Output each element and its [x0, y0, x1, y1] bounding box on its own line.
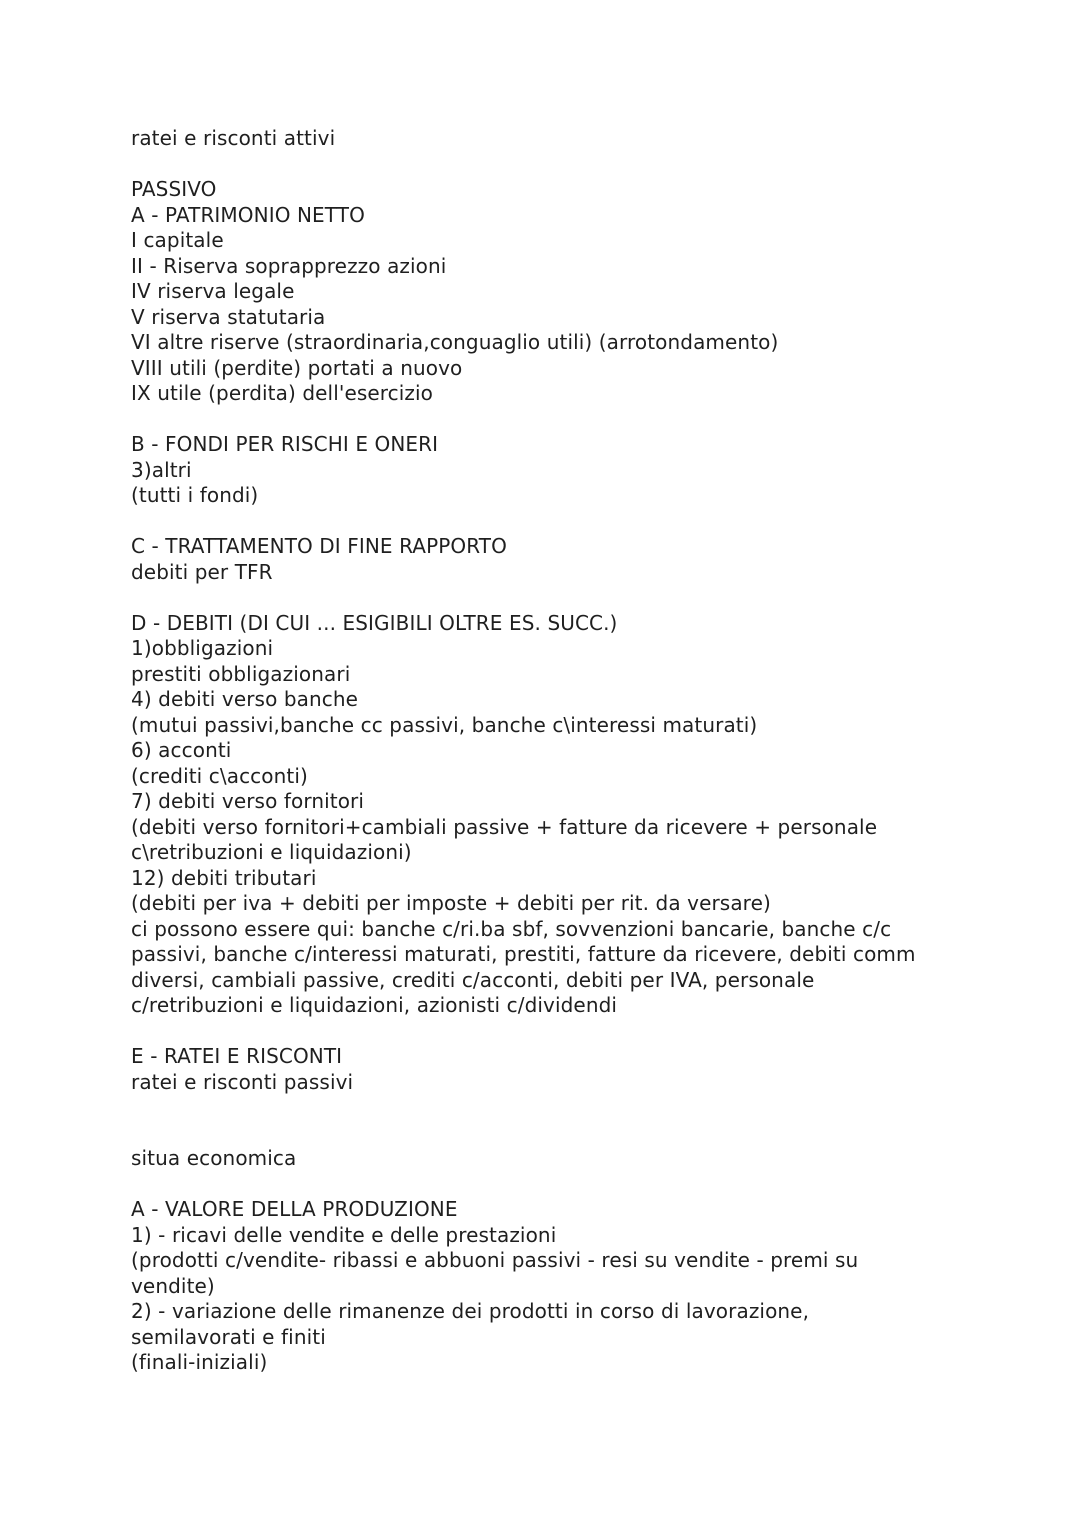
- subsection-heading-fondi: B - FONDI PER RISCHI E ONERI: [131, 432, 439, 456]
- text-line: passivi, banche c/interessi maturati, prestiti, fatture da ricevere, debiti comm: [131, 942, 916, 966]
- text-line: V riserva statutaria: [131, 304, 326, 329]
- text-line: prestiti obbligazionari: [131, 661, 351, 686]
- text-line: 2) - variazione delle rimanenze dei prodotti in corso di lavorazione,: [131, 1299, 810, 1323]
- text-line: 1) - ricavi delle vendite e delle prestazioni: [131, 1222, 557, 1247]
- spacer: [131, 509, 1031, 535]
- spacer: [131, 1172, 1031, 1198]
- text-line: 12) debiti tributari: [131, 865, 317, 890]
- text-line: I capitale: [131, 228, 224, 252]
- document-page: [131, 126, 1031, 1376]
- text-line: (debiti verso fornitori+cambiali passive + fatture da ricevere + personale: [131, 814, 878, 839]
- section-heading-passivo: PASSIVO: [131, 177, 217, 201]
- text-line: 6) acconti: [131, 738, 232, 762]
- text-line: 7) debiti verso fornitori: [131, 789, 365, 813]
- text-line: 1)obbligazioni: [131, 636, 274, 660]
- text-line: debiti per TFR: [131, 559, 273, 584]
- spacer: [131, 1095, 1031, 1146]
- text-line: IX utile (perdita) dell'esercizio: [131, 381, 434, 405]
- text-line: c/retribuzioni e liquidazioni, azionisti c/dividendi: [131, 993, 618, 1017]
- text-line: semilavorati e finiti: [131, 1324, 326, 1349]
- text-line: ratei e risconti attivi: [131, 126, 336, 150]
- text-line: (mutui passivi,banche cc passivi, banche c\interessi maturati): [131, 712, 758, 737]
- text-line: VI altre riserve (straordinaria,conguaglio utili) (arrotondamento): [131, 330, 779, 354]
- subsection-heading-debiti: D - DEBITI (DI CUI ... ESIGIBILI OLTRE ES. SUCC.): [131, 610, 618, 635]
- text-line: 3)altri: [131, 457, 192, 482]
- text-line: VIII utili (perdite) portati a nuovo: [131, 355, 463, 380]
- section-heading-situa-economica: situa economica: [131, 1146, 297, 1170]
- text-line: 4) debiti verso banche: [131, 687, 359, 711]
- subsection-heading-patrimonio-netto: A - PATRIMONIO NETTO: [131, 202, 365, 227]
- text-line: c\retribuzioni e liquidazioni): [131, 840, 412, 864]
- spacer: [131, 585, 1031, 611]
- text-line: (tutti i fondi): [131, 483, 259, 507]
- text-line: (crediti c\acconti): [131, 763, 308, 788]
- text-line: vendite): [131, 1273, 215, 1298]
- text-line: (debiti per iva + debiti per imposte + debiti per rit. da versare): [131, 891, 771, 915]
- text-line: diversi, cambiali passive, crediti c/acconti, debiti per IVA, personale: [131, 967, 815, 992]
- spacer: [131, 1019, 1031, 1045]
- text-line: ci possono essere qui: banche c/ri.ba sbf, sovvenzioni bancarie, banche c/c: [131, 916, 892, 941]
- subsection-heading-valore-produzione: A - VALORE DELLA PRODUZIONE: [131, 1197, 458, 1221]
- text-line: (prodotti c/vendite- ribassi e abbuoni passivi - resi su vendite - premi su: [131, 1248, 859, 1272]
- text-line: ratei e risconti passivi: [131, 1069, 354, 1094]
- spacer: [131, 152, 1031, 178]
- subsection-heading-ratei: E - RATEI E RISCONTI: [131, 1044, 343, 1068]
- subsection-heading-tfr: C - TRATTAMENTO DI FINE RAPPORTO: [131, 534, 507, 558]
- text-line: IV riserva legale: [131, 279, 295, 303]
- spacer: [131, 407, 1031, 433]
- text-line: II - Riserva soprapprezzo azioni: [131, 253, 447, 278]
- text-line: (finali-iniziali): [131, 1350, 268, 1374]
